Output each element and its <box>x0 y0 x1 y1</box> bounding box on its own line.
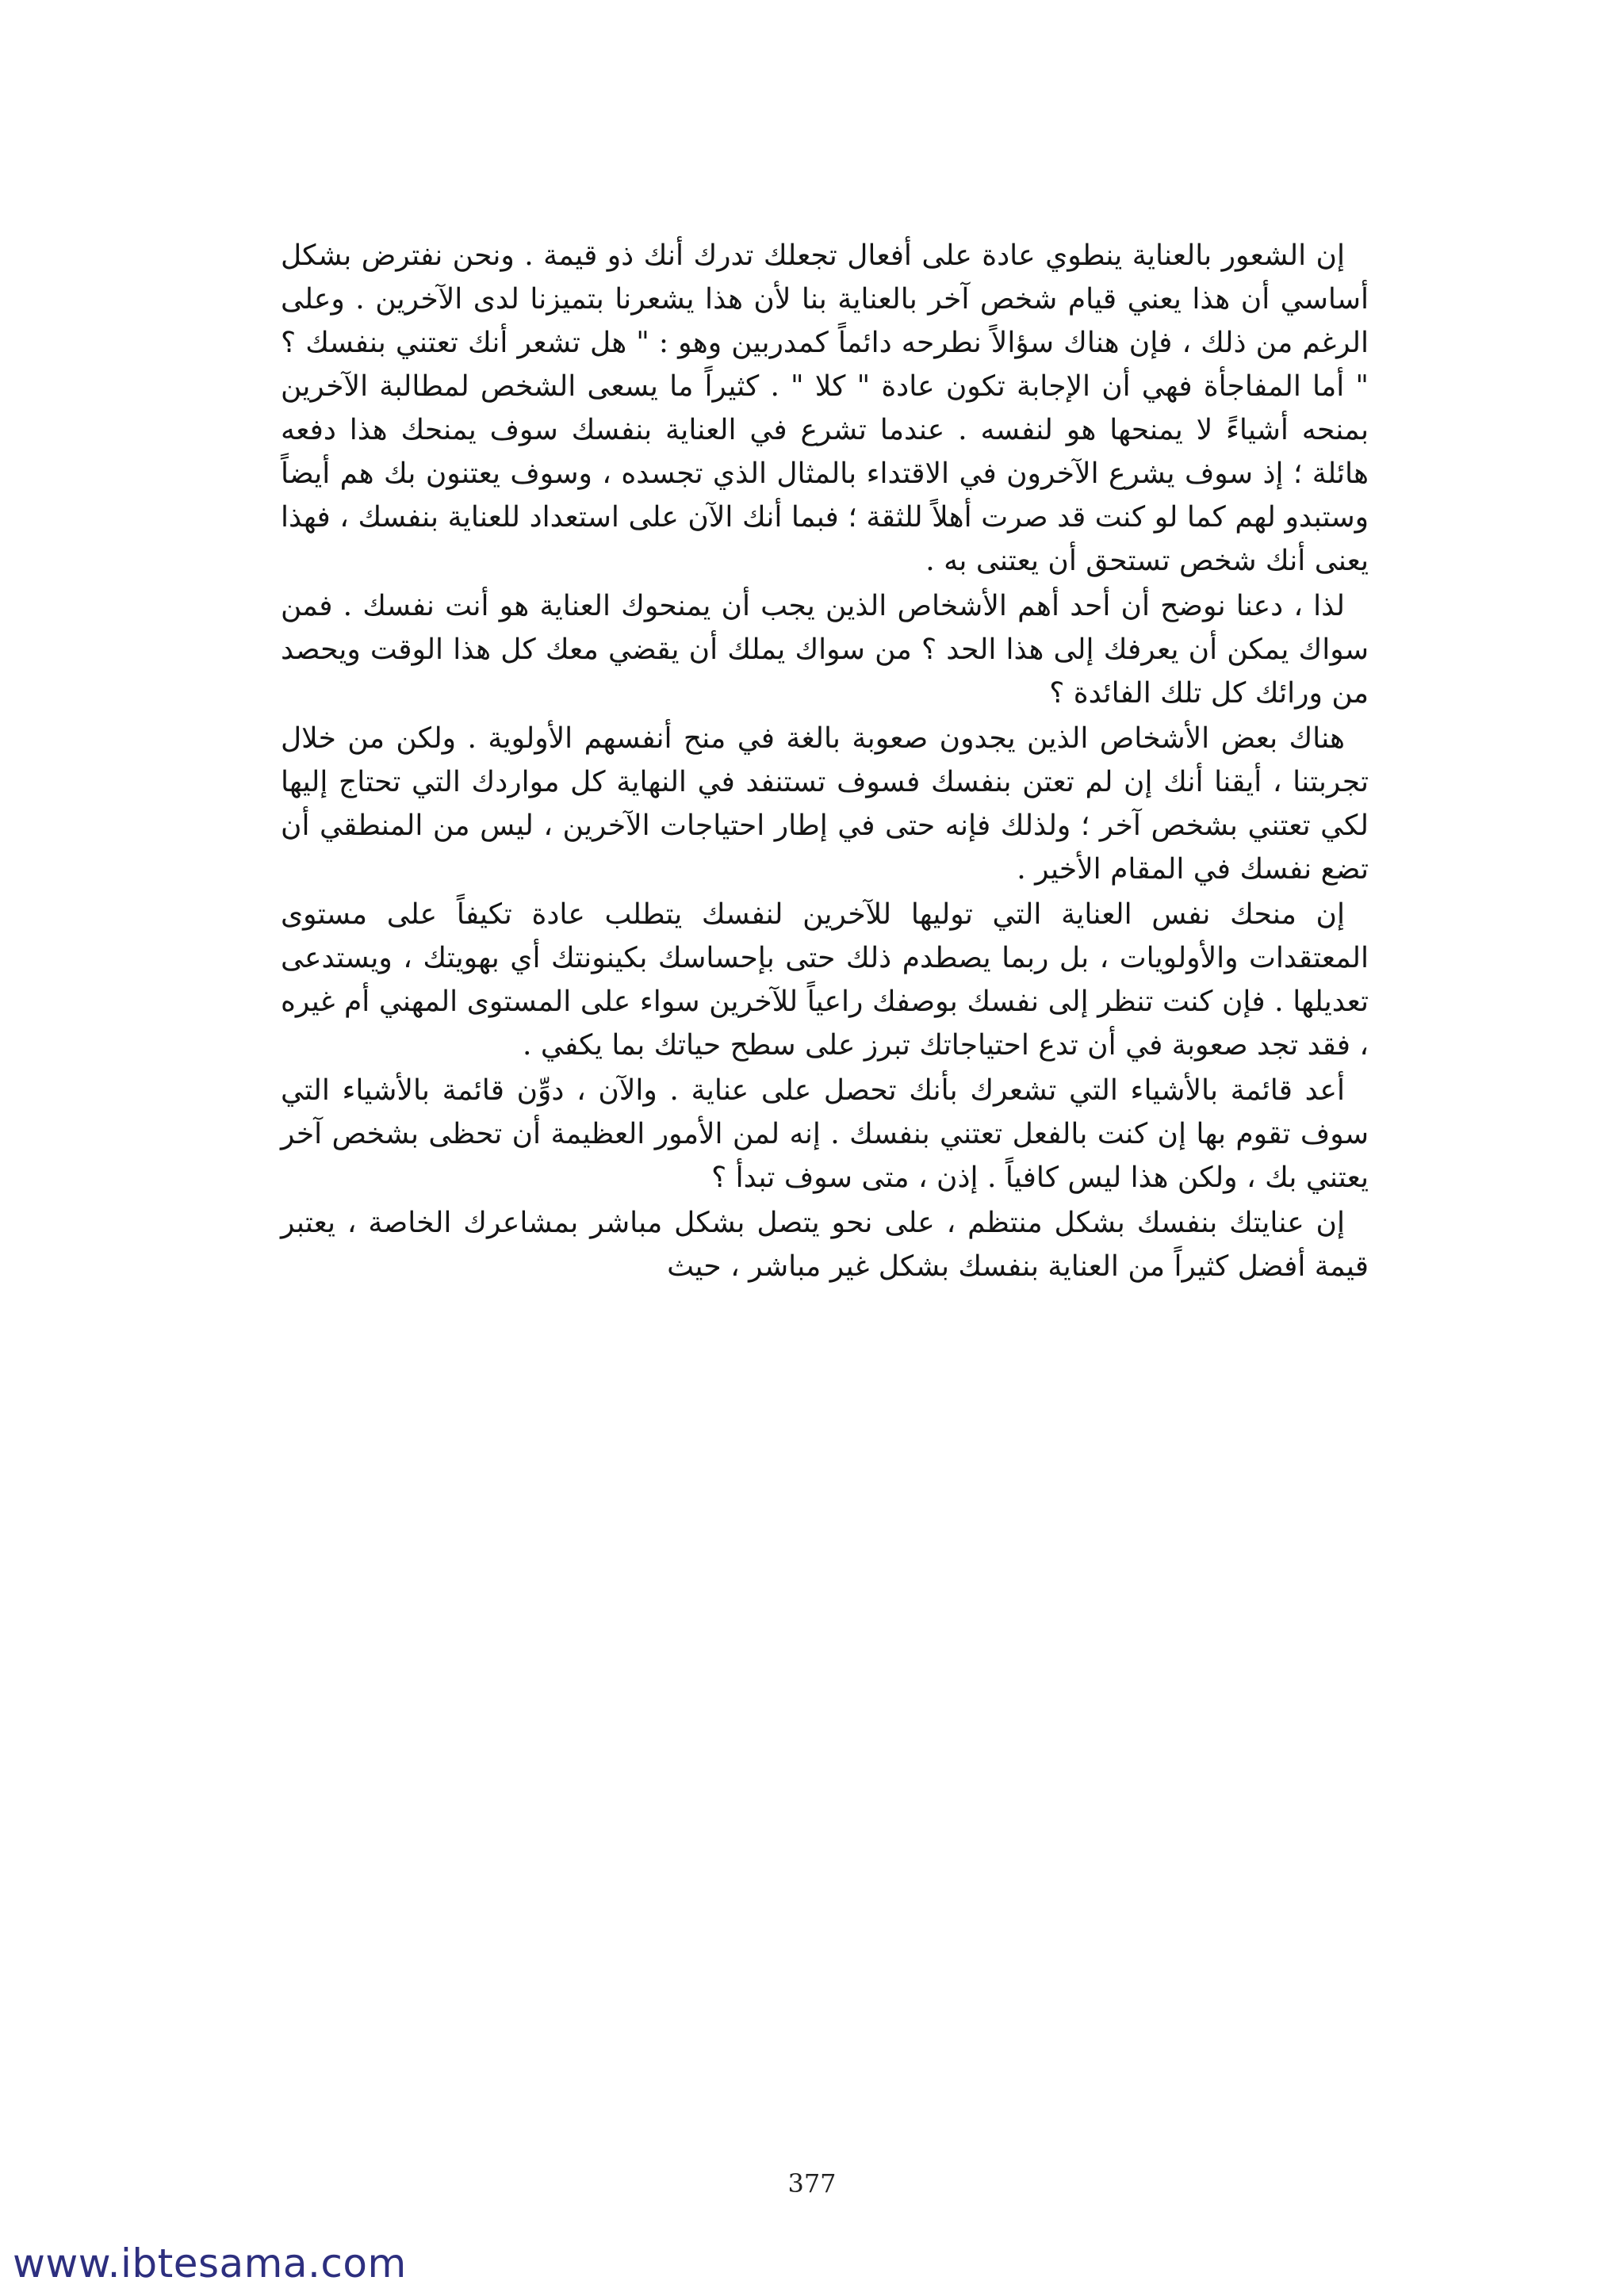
body-text <box>281 234 1369 1290</box>
paragraph: لذا ، دعنا نوضح أن أحد أهم الأشخاص الذين يجب أن يمنحوك العناية هو أنت نفسك . فمن سواك يمكن أن يعرفك إلى هذا الحد ؟ من سواك يملك أن يقضي معك كل هذا الوقت ويحصد من ورائك كل تلك الفائدة ؟ <box>281 590 1369 710</box>
paragraph: إن منحك نفس العناية التي توليها للآخرين لنفسك يتطلب عادة تكيفاً على مستوى المعتقدات والأولويات ، بل ربما يصطدم ذلك حتى بإحساسك بكينونتك أي بهويتك ، ويستدعى تعديلها . فإن كنت تنظر إلى نفسك بوصفك راعياً للآخرين سواء على المستوى المهني أم غيره ، فقد تجد صعوبة في أن تدع احتياجاتك تبرز على سطح حياتك بما يكفي . <box>281 898 1369 1062</box>
paragraph: إن الشعور بالعناية ينطوي عادة على أفعال تجعلك تدرك أنك ذو قيمة . ونحن نفترض بشكل أساسي أن هذا يعني قيام شخص آخر بالعناية بنا لأن هذا يشعرنا بتميزنا لدى الآخرين . وعلى الرغم من ذلك ، فإن هناك سؤالاً نطرحه دائماً كمدربين وهو : " هل تشعر أنك تعتني بنفسك ؟ " أما المفاجأة فهي أن الإجابة تكون عادة " كلا " . كثيراً ما يسعى الشخص لمطالبة الآخرين بمنحه أشياءً لا يمنحها هو لنفسه . عندما تشرع في العناية بنفسك سوف يمنحك هذا دفعه هائلة ؛ إذ سوف يشرع الآخرون في الاقتداء بالمثال الذي تجسده ، وسوف يعتنون بك هم أيضاً وستبدو لهم كما لو كنت قد صرت أهلاً للثقة ؛ فبما أنك الآن على استعداد للعناية بنفسك ، فهذا يعنى أنك شخص تستحق أن يعتنى به . <box>281 239 1369 577</box>
paragraph: أعد قائمة بالأشياء التي تشعرك بأنك تحصل على عناية . والآن ، دوِّن قائمة بالأشياء التي سوف تقوم بها إن كنت بالفعل تعتني بنفسك . إنه لمن الأمور العظيمة أن تحظى بشخص آخر يعتني بك ، ولكن هذا ليس كافياً . إذن ، متى سوف تبدأ ؟ <box>281 1074 1369 1194</box>
watermark-url: www.ibtesama.com <box>13 2241 407 2286</box>
paragraph: إن عنايتك بنفسك بشكل منتظم ، على نحو يتصل بشكل مباشر بمشاعرك الخاصة ، يعتبر قيمة أفضل كثيراً من العناية بنفسك بشكل غير مباشر ، حيث <box>281 1207 1369 1283</box>
page-number: 377 <box>787 2168 837 2198</box>
paragraph: هناك بعض الأشخاص الذين يجدون صعوبة بالغة في منح أنفسهم الأولوية . ولكن من خلال تجربتنا ، أيقنا أنك إن لم تعتن بنفسك فسوف تستنفد في النهاية كل مواردك التي تحتاج إليها لكي تعتني بشخص آخر ؛ ولذلك فإنه حتى في إطار احتياجات الآخرين ، ليس من المنطقي أن تضع نفسك في المقام الأخير . <box>281 722 1369 886</box>
